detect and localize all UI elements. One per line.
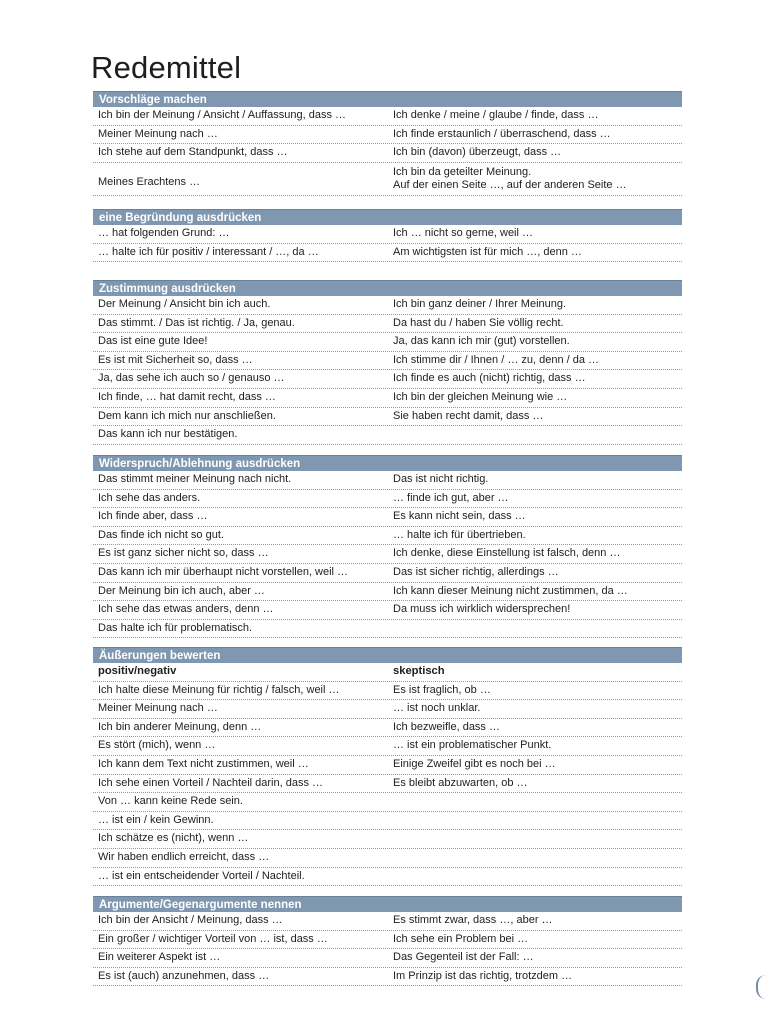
table-row	[93, 527, 682, 546]
table-row	[93, 564, 682, 583]
phrase-right: Ich stimme dir / Ihnen / … zu, denn / da …	[393, 353, 600, 366]
phrase-right: … finde ich gut, aber …	[393, 491, 509, 504]
phrase-line: Ich bin da geteilter Meinung.	[393, 165, 532, 178]
phrase-right: Im Prinzip ist das richtig, trotzdem …	[393, 969, 573, 982]
table-row	[93, 225, 682, 244]
phrase-left: Meines Erachtens …	[98, 175, 201, 188]
table-row	[93, 682, 682, 701]
phrase-right: Da muss ich wirklich widersprechen!	[393, 603, 571, 616]
phrase-left: … hat folgenden Grund: …	[98, 227, 230, 239]
phrase-left: Das stimmt meiner Meinung nach nicht.	[98, 473, 292, 485]
phrase-right: Das ist sicher richtig, allerdings …	[393, 565, 559, 578]
phrase-right: Es bleibt abzuwarten, ob …	[393, 776, 528, 789]
table-row	[93, 775, 682, 794]
phrase-right	[389, 793, 682, 811]
phrase-left: Ich finde aber, dass …	[98, 510, 208, 523]
table-row	[93, 144, 682, 163]
phrase-right: Ich bin (davon) überzeugt, dass …	[393, 146, 562, 159]
table-row	[93, 756, 682, 775]
phrase-right	[389, 868, 682, 886]
table-row	[93, 333, 682, 352]
phrase-left: Das kann ich nur bestätigen.	[98, 428, 238, 441]
section-vorschlaege	[93, 91, 682, 196]
phrase-left: Ich kann dem Text nicht zustimmen, weil …	[98, 757, 309, 770]
table-row	[93, 471, 682, 490]
table-row	[93, 408, 682, 427]
phrase-right: Ich denke, diese Einstellung ist falsch, denn …	[393, 547, 621, 560]
phrase-right: Ich finde erstaunlich / überraschend, dass …	[393, 127, 611, 140]
phrase-right: Ich bin der gleichen Meinung wie …	[393, 390, 568, 403]
phrase-right: … ist ein problematischer Punkt.	[393, 739, 552, 752]
section-zustimmung	[93, 280, 682, 445]
phrase-left: Es stört (mich), wenn …	[98, 739, 216, 752]
phrase-left: Es ist (auch) anzunehmen, dass …	[98, 969, 270, 982]
table-row	[93, 352, 682, 371]
phrase-right: Ich sehe ein Problem bei …	[393, 932, 529, 945]
section-heading: Widerspruch/Ablehnung ausdrücken	[93, 455, 682, 471]
section-heading: Zustimmung ausdrücken	[93, 280, 682, 296]
phrase-left: Ich bin anderer Meinung, denn …	[98, 720, 262, 733]
phrase-right	[389, 163, 682, 195]
table-row	[93, 912, 682, 931]
phrase-right: Da hast du / haben Sie völlig recht.	[393, 316, 564, 329]
section-widerspruch	[93, 455, 682, 638]
phrase-left: … halte ich für positiv / interessant / …, da …	[98, 245, 319, 258]
phrase-right: Einige Zweifel gibt es noch bei …	[393, 757, 556, 770]
phrase-right: Das Gegenteil ist der Fall: …	[393, 951, 534, 964]
table-row	[93, 490, 682, 509]
table-row	[93, 426, 682, 445]
section-heading: Vorschläge machen	[93, 91, 682, 107]
phrase-left: Das ist eine gute Idee!	[98, 335, 208, 348]
phrase-right: Es kann nicht sein, dass …	[393, 510, 526, 523]
table-row	[93, 163, 682, 196]
table-row	[93, 583, 682, 602]
table-row	[93, 868, 682, 887]
table-row	[93, 244, 682, 263]
phrase-left: Das stimmt. / Das ist richtig. / Ja, genau.	[98, 316, 295, 329]
phrase-left: Das finde ich nicht so gut.	[98, 528, 224, 541]
subhead-left: positiv/negativ	[98, 665, 177, 677]
phrase-left: Ein weiterer Aspekt ist …	[98, 951, 221, 964]
phrase-left: Meiner Meinung nach …	[98, 127, 218, 140]
table-row	[93, 389, 682, 408]
table-row	[93, 719, 682, 738]
phrase-line: Auf der einen Seite …, auf der anderen Seite …	[393, 178, 627, 191]
phrase-left: Ich finde, … hat damit recht, dass …	[98, 390, 276, 403]
section-argumente	[93, 896, 682, 986]
phrase-left: Das halte ich für problematisch.	[98, 621, 253, 634]
page-edge-tab	[756, 975, 768, 999]
phrase-right: Sie haben recht damit, dass …	[393, 409, 544, 422]
table-row	[93, 296, 682, 315]
table-row	[93, 107, 682, 126]
phrase-left: Es ist ganz sicher nicht so, dass …	[98, 547, 269, 560]
phrase-left: Der Meinung bin ich auch, aber …	[98, 584, 265, 597]
phrase-right: Am wichtigsten ist für mich …, denn …	[393, 245, 582, 258]
table-row	[93, 793, 682, 812]
table-row	[93, 508, 682, 527]
phrase-left: Ich sehe einen Vorteil / Nachteil darin, dass …	[98, 776, 324, 789]
phrase-right: Es ist fraglich, ob …	[393, 683, 491, 696]
section-begruendung	[93, 209, 682, 262]
phrase-left: … ist ein / kein Gewinn.	[98, 813, 214, 826]
phrase-right	[389, 830, 682, 848]
table-row	[93, 812, 682, 831]
page-title: Redemittel	[91, 50, 242, 85]
table-row	[93, 315, 682, 334]
phrase-left: Ich sehe das etwas anders, denn …	[98, 603, 274, 616]
phrase-right	[389, 620, 682, 638]
phrase-left: Ich schätze es (nicht), wenn …	[98, 832, 249, 845]
section-heading: Argumente/Gegenargumente nennen	[93, 896, 682, 912]
phrase-right: Ich kann dieser Meinung nicht zustimmen, da …	[393, 584, 628, 597]
phrase-left: Ich bin der Meinung / Ansicht / Auffassung, dass …	[98, 109, 347, 121]
table-row	[93, 849, 682, 868]
phrase-left: Ich bin der Ansicht / Meinung, dass …	[98, 914, 283, 926]
table-row	[93, 949, 682, 968]
phrase-left: Ich halte diese Meinung für richtig / falsch, weil …	[98, 683, 340, 696]
phrase-right: Ich … nicht so gerne, weil …	[393, 227, 534, 239]
phrase-right: Ja, das kann ich mir (gut) vorstellen.	[393, 335, 570, 348]
phrase-right: … ist noch unklar.	[393, 702, 481, 715]
phrase-left: Ich stehe auf dem Standpunkt, dass …	[98, 146, 288, 159]
section-heading: eine Begründung ausdrücken	[93, 209, 682, 225]
table-row	[93, 126, 682, 145]
table-row	[93, 620, 682, 639]
table-row	[93, 830, 682, 849]
table-row	[93, 968, 682, 987]
table-row	[93, 601, 682, 620]
phrase-right: Ich bezweifle, dass …	[393, 720, 500, 733]
phrase-left: Es ist mit Sicherheit so, dass …	[98, 353, 253, 366]
section-heading: Äußerungen bewerten	[93, 647, 682, 663]
table-row	[93, 737, 682, 756]
phrase-left: Ja, das sehe ich auch so / genauso …	[98, 372, 285, 385]
phrase-right: Es stimmt zwar, dass …, aber …	[393, 914, 553, 926]
phrase-right: Ich denke / meine / glaube / finde, dass …	[393, 109, 599, 121]
phrase-right	[389, 812, 682, 830]
phrase-right: … halte ich für übertrieben.	[393, 528, 526, 541]
phrase-left: … ist ein entscheidender Vorteil / Nachteil.	[98, 869, 305, 882]
phrase-left: Dem kann ich mich nur anschließen.	[98, 409, 276, 422]
phrase-right: Ich bin ganz deiner / Ihrer Meinung.	[393, 298, 567, 310]
phrase-left: Das kann ich mir überhaupt nicht vorstellen, weil …	[98, 565, 349, 578]
phrase-left: Ich sehe das anders.	[98, 491, 201, 504]
section-bewerten	[93, 647, 682, 905]
phrase-right: Ich finde es auch (nicht) richtig, dass …	[393, 372, 586, 385]
table-row	[93, 545, 682, 564]
table-subheader	[93, 663, 682, 682]
phrase-left: Wir haben endlich erreicht, dass …	[98, 850, 270, 863]
phrase-right	[389, 426, 682, 444]
phrase-right	[389, 849, 682, 867]
table-row	[93, 700, 682, 719]
phrase-left: Meiner Meinung nach …	[98, 702, 218, 715]
phrase-left: Der Meinung / Ansicht bin ich auch.	[98, 298, 271, 310]
table-row	[93, 931, 682, 950]
phrase-left: Ein großer / wichtiger Vorteil von … ist, dass …	[98, 932, 328, 945]
subhead-right: skeptisch	[393, 665, 445, 677]
phrase-left: Von … kann keine Rede sein.	[98, 795, 243, 808]
table-row	[93, 370, 682, 389]
phrase-right: Das ist nicht richtig.	[393, 473, 489, 485]
